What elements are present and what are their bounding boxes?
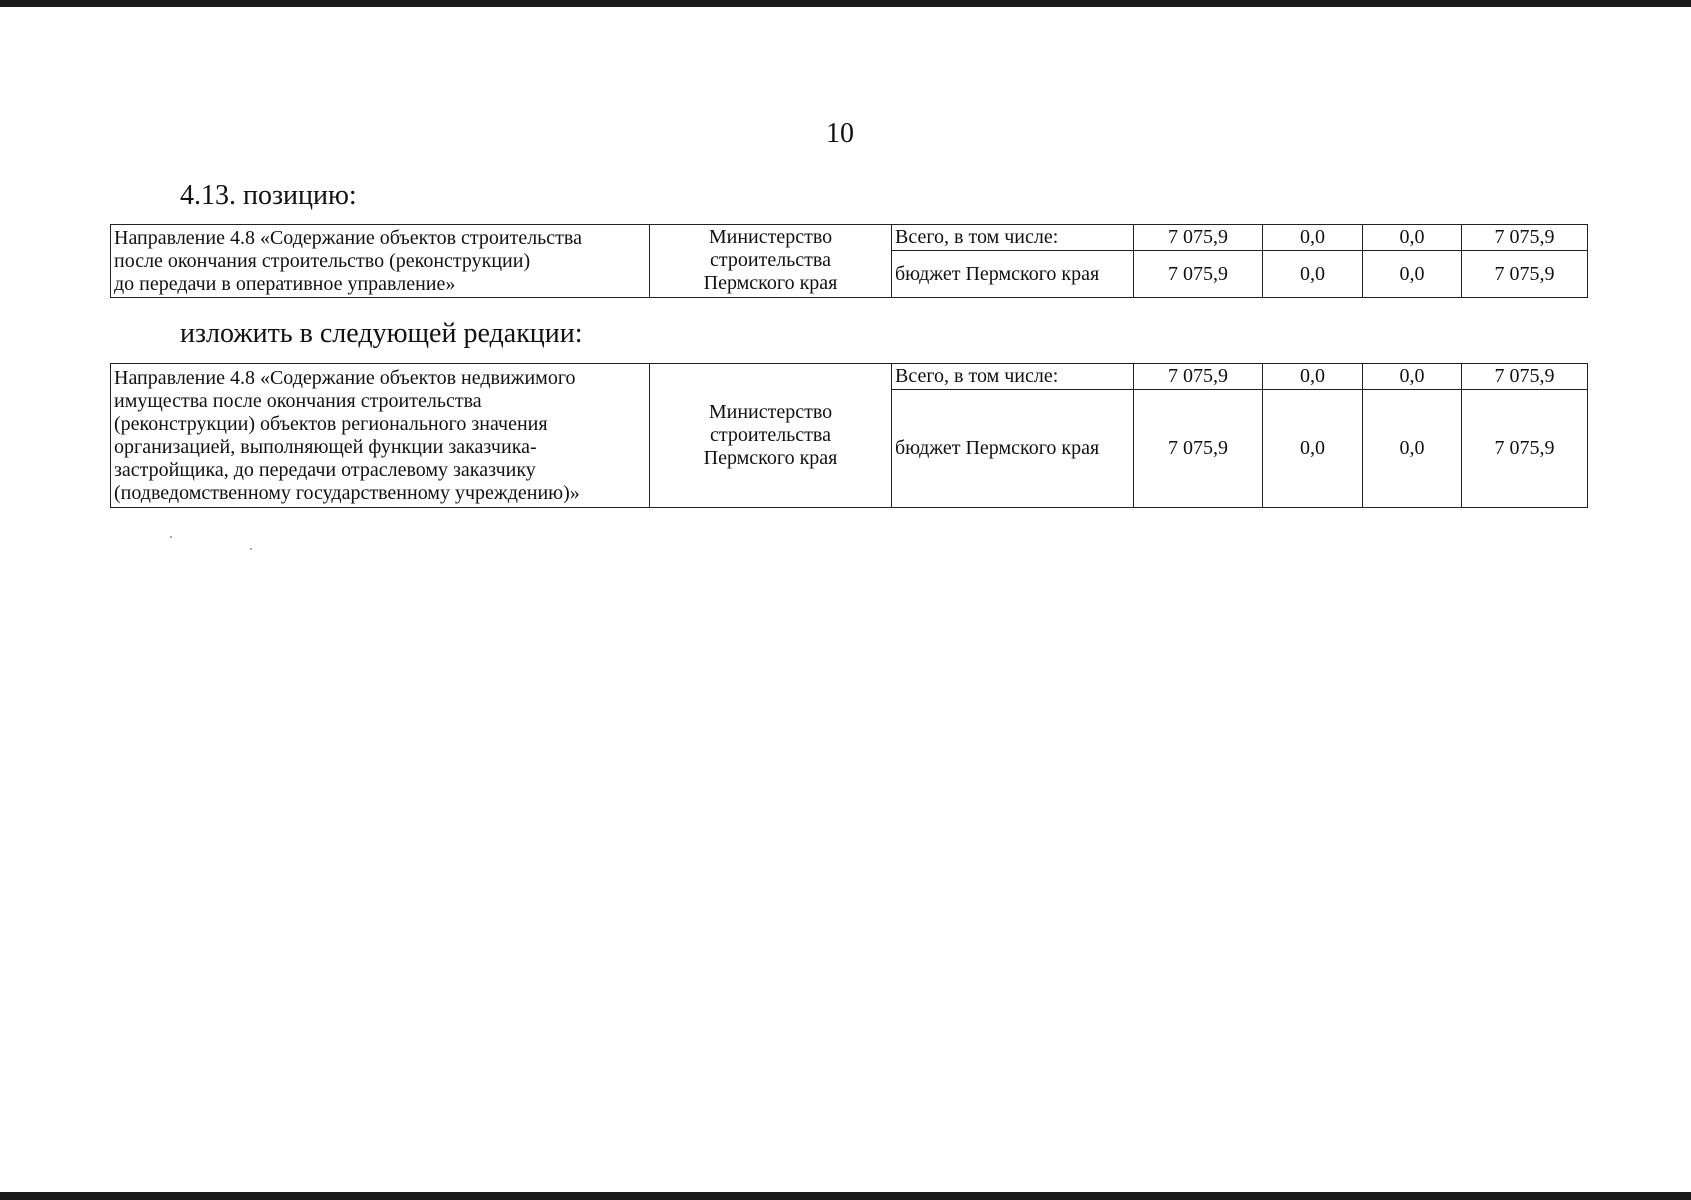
value-cell: 0,0 [1363, 251, 1462, 298]
scan-edge-top [0, 0, 1691, 7]
scan-speck [250, 548, 252, 550]
funding-source-cell: Всего, в том числе: [892, 364, 1134, 390]
value-cell: 0,0 [1263, 364, 1363, 390]
value-cell: 0,0 [1263, 251, 1363, 298]
value-cell: 7 075,9 [1462, 364, 1588, 390]
value-cell: 7 075,9 [1462, 225, 1588, 251]
funding-source-cell: бюджет Пермского края [892, 251, 1134, 298]
ministry-cell: Министерство строительства Пермского края [650, 364, 892, 508]
table-new-revision [110, 363, 1588, 508]
section-heading-position: 4.13. позицию: [180, 180, 357, 211]
funding-source-cell: Всего, в том числе: [892, 225, 1134, 251]
table-row [111, 364, 1588, 390]
ministry-cell: Министерство строительства Пермского края [650, 225, 892, 298]
value-cell: 7 075,9 [1134, 390, 1263, 508]
table-current-position [110, 224, 1588, 298]
value-cell: 0,0 [1363, 364, 1462, 390]
value-cell: 0,0 [1263, 225, 1363, 251]
direction-cell: Направление 4.8 «Содержание объектов недвижимого имущества после окончания строительства (реконструкции) объектов регионального значения организацией, выполняющей функции заказчика- застройщика, до передачи отраслевому заказчику (подведомственному государственному учреждению)» [111, 364, 650, 508]
value-cell: 7 075,9 [1134, 251, 1263, 298]
value-cell: 7 075,9 [1134, 364, 1263, 390]
scan-speck [170, 536, 172, 538]
table-row [111, 225, 1588, 251]
value-cell: 0,0 [1363, 390, 1462, 508]
scan-edge-bottom [0, 1192, 1691, 1200]
section-heading-revision: изложить в следующей редакции: [180, 318, 583, 349]
value-cell: 0,0 [1263, 390, 1363, 508]
value-cell: 7 075,9 [1134, 225, 1263, 251]
value-cell: 7 075,9 [1462, 390, 1588, 508]
page-number: 10 [826, 118, 854, 149]
value-cell: 7 075,9 [1462, 251, 1588, 298]
value-cell: 0,0 [1363, 225, 1462, 251]
funding-source-cell: бюджет Пермского края [892, 390, 1134, 508]
direction-cell: Направление 4.8 «Содержание объектов строительства после окончания строительство (реконструкции) до передачи в оперативное управление» [111, 225, 650, 298]
